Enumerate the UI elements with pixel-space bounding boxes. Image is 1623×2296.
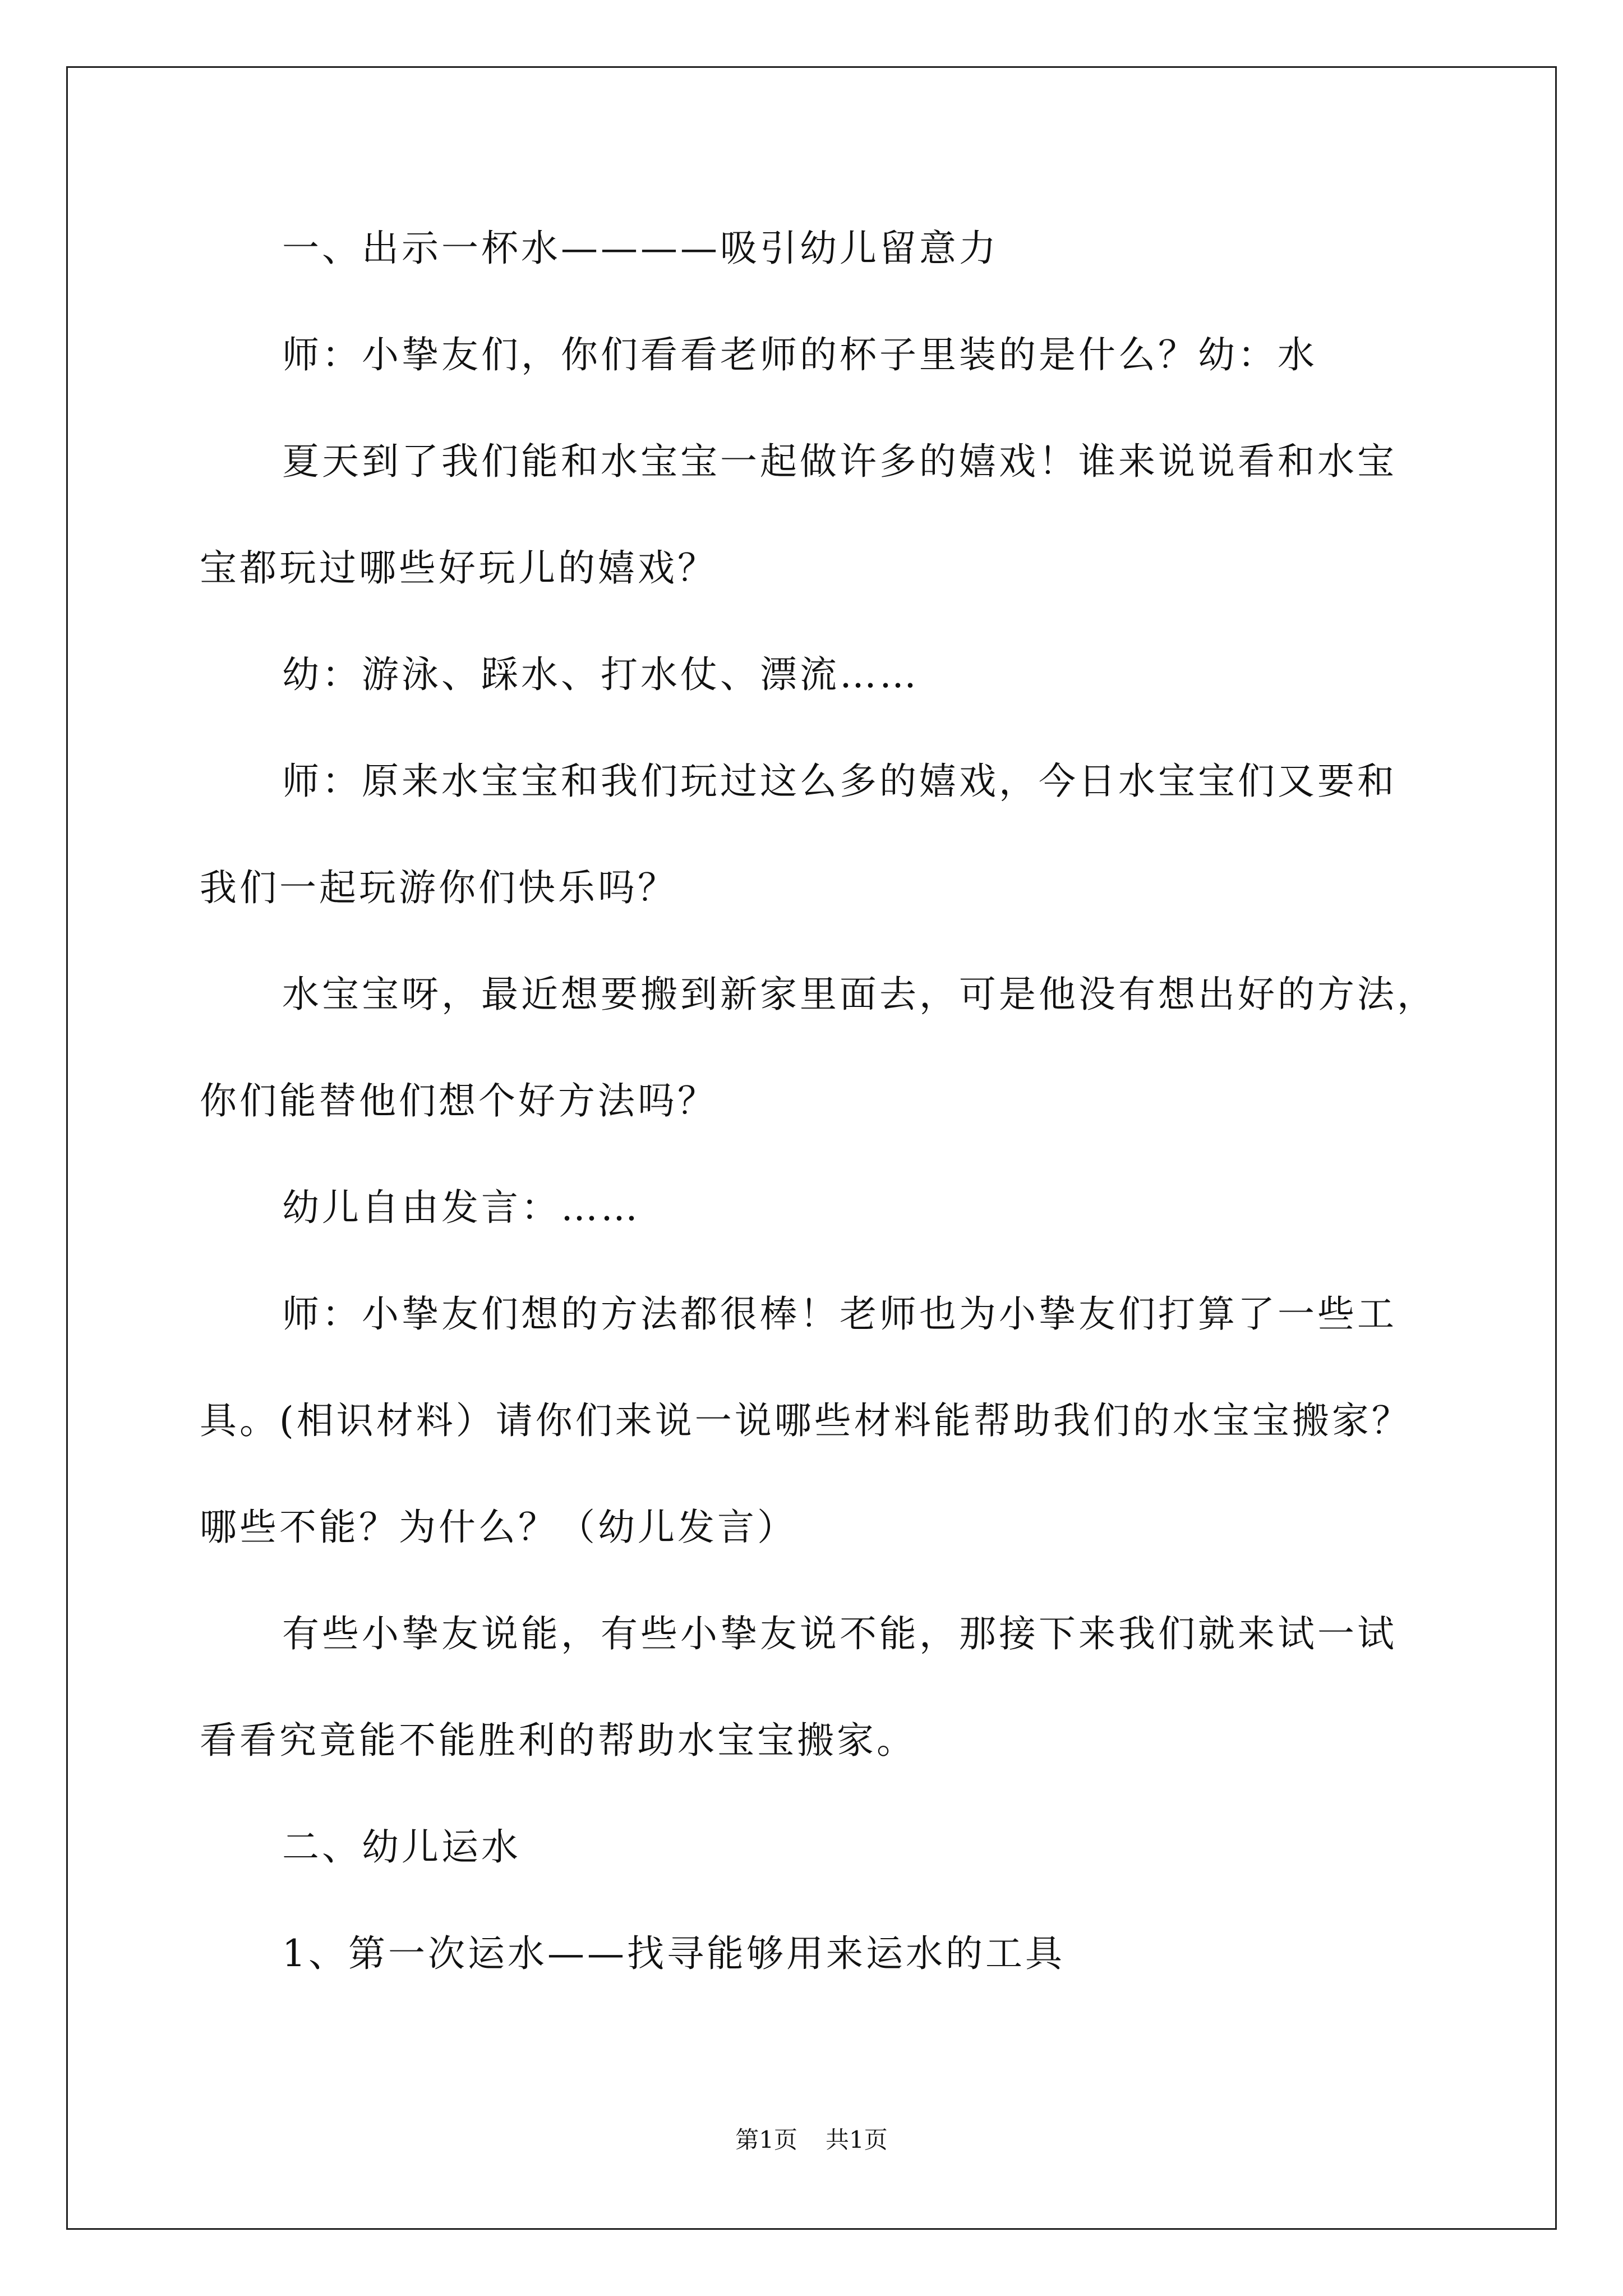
section-heading-1: 一、出示一杯水————吸引幼儿留意力 xyxy=(282,227,999,270)
section-heading-2: 二、幼儿运水 xyxy=(282,1825,521,1869)
paragraph-line: 水宝宝呀，最近想要搬到新家里面去，可是他没有想出好的方法， xyxy=(282,973,1437,1016)
page-number: 第1页 xyxy=(735,2126,797,2154)
paragraph-line: 夏天到了我们能和水宝宝一起做许多的嬉戏！谁来说说看和水宝 xyxy=(282,440,1397,483)
paragraph-line: 师：原来水宝宝和我们玩过这么多的嬉戏，今日水宝宝们又要和 xyxy=(282,760,1397,803)
paragraph-line: 宝都玩过哪些好玩儿的嬉戏？ xyxy=(200,546,717,590)
subsection-heading: 1、第一次运水——找寻能够用来运水的工具 xyxy=(282,1932,1065,1975)
paragraph-line: 我们一起玩游你们快乐吗？ xyxy=(200,866,677,909)
paragraph-line: 具。(相识材料）请你们来说一说哪些材料能帮助我们的水宝宝搬家？ xyxy=(200,1399,1412,1442)
paragraph-line: 幼儿自由发言：…… xyxy=(282,1186,640,1229)
paragraph-line: 哪些不能？为什么？（幼儿发言） xyxy=(200,1506,797,1549)
paragraph-line: 师：小挚友们想的方法都很棒！老师也为小挚友们打算了一些工 xyxy=(282,1292,1397,1336)
paragraph-line: 有些小挚友说能，有些小挚友说不能，那接下来我们就来试一试 xyxy=(282,1612,1397,1655)
page-footer xyxy=(0,2128,1623,2152)
paragraph-line: 看看究竟能不能胜利的帮助水宝宝搬家。 xyxy=(200,1719,916,1762)
page-border xyxy=(66,66,1557,2230)
paragraph-line: 师：小挚友们，你们看看老师的杯子里装的是什么？幼：水 xyxy=(282,333,1317,376)
paragraph-line: 你们能替他们想个好方法吗？ xyxy=(200,1079,717,1122)
page-total: 共1页 xyxy=(826,2126,888,2154)
paragraph-line: 幼：游泳、踩水、打水仗、漂流…… xyxy=(282,653,919,696)
